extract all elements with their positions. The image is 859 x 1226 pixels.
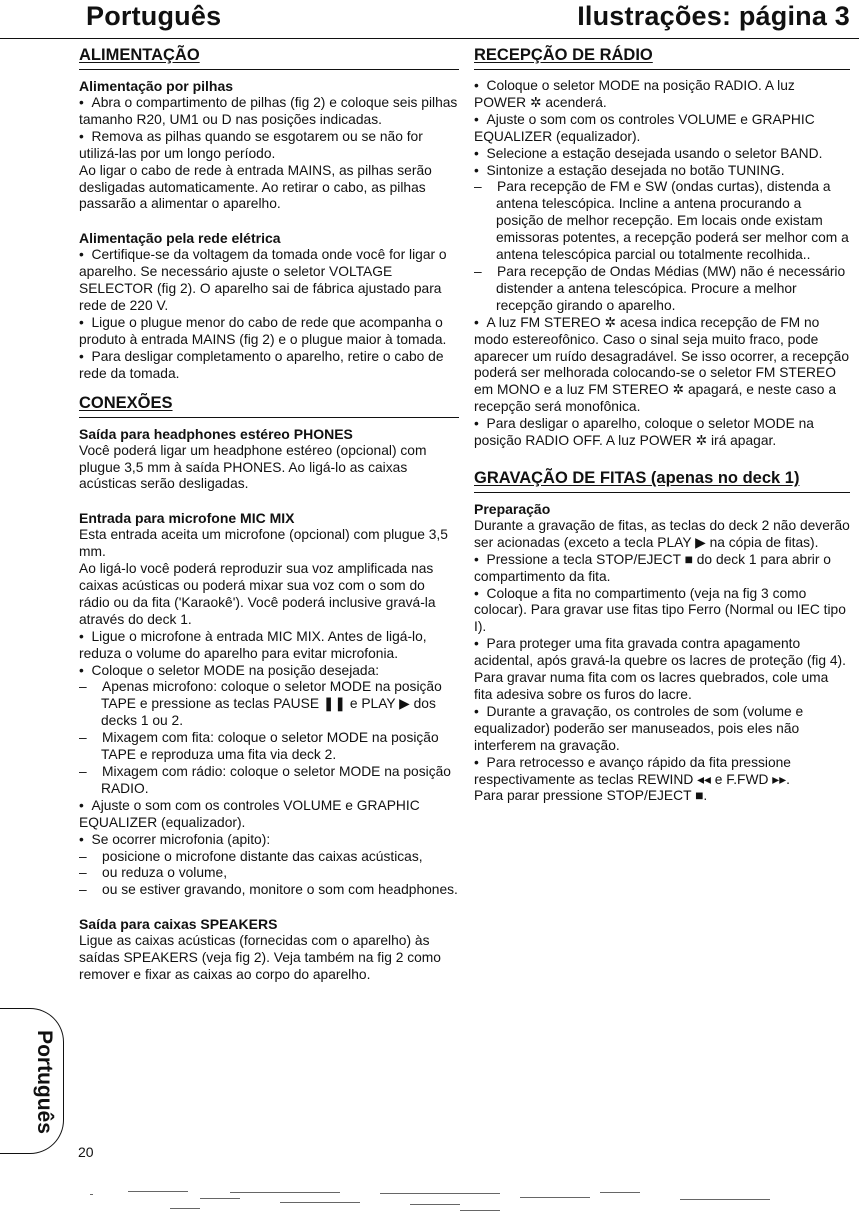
section-gravacao-header — [474, 467, 850, 493]
paragraph: • Para desligar completamento o aparelho, retire o cabo de rede da tomada. — [79, 349, 459, 383]
paragraph: – Para recepção de FM e SW (ondas curtas), distenda a antena telescópica. Incline a antena procurando a posição de melhor recepção. Em locais onde existam emissoras potentes, a recepção poderá ser melhor com a antena telescópica parcial ou totalmente recolhida.. — [474, 179, 850, 264]
page-header-language: Português — [86, 1, 222, 31]
paragraph: • Coloque o seletor MODE na posição RADIO. A luz POWER ✲ acenderá. — [474, 78, 850, 112]
subheading-pilhas: Alimentação por pilhas — [79, 78, 234, 94]
section-radio-header — [474, 44, 850, 70]
subheading-rede: Alimentação pela rede elétrica — [79, 230, 281, 247]
subheading-mic: Entrada para microfone MIC MIX — [79, 510, 295, 527]
paragraph: – Mixagem com rádio: coloque o seletor MODE na posição RADIO. — [79, 764, 459, 798]
paragraph: Ao ligá-lo você poderá reproduzir sua voz amplificada nas caixas acústicas ou poderá mixar sua voz com o som do rádio ou da fita ('Karaokê'). Você poderá inclusive gravá-la através do deck 1. — [79, 561, 436, 627]
paragraph: – Apenas microfono: coloque o seletor MODE na posição TAPE e pressione as teclas PAUSE ❚❚ e PLAY ▶ dos decks 1 ou 2. — [79, 679, 459, 730]
header-divider — [0, 38, 859, 39]
paragraph: Ao ligar o cabo de rede à entrada MAINS, as pilhas serão desligadas automaticamente. Ao retirar o cabo, as pilhas passarão a alimentar o aparelho. — [79, 162, 432, 212]
section-title-alimentacao: ALIMENTAÇÃO — [79, 46, 200, 64]
paragraph: • A luz FM STEREO ✲ acesa indica recepção de FM no modo estereofônico. Caso o sinal seja muito fraco, pode aparecer um ruído desagradável. Se isso ocorrer, a recepção poderá ser melhorada colocando-se o seletor FM STEREO em MONO e a luz FM STEREO ✲ apagará, e neste caso a recepção será monofônica. — [474, 315, 850, 416]
paragraph: • Ligue o microfone à entrada MIC MIX. Antes de ligá-lo, reduza o volume do aparelho para evitar microfonia. — [79, 629, 459, 663]
paragraph: • Se ocorrer microfonia (apito): — [79, 832, 459, 849]
section-conexoes-header — [79, 392, 459, 418]
paragraph: • Durante a gravação, os controles de som (volume e equalizador) poderão ser manuseados, pois eles não interferem na gravação. — [474, 704, 850, 755]
paragraph: Ligue as caixas acústicas (fornecidas com o aparelho) às saídas SPEAKERS (veja fig 2). Veja também na fig 2 como remover e fixar as caixas ao corpo do aparelho. — [79, 933, 441, 983]
paragraph: • Selecione a estação desejada usando o seletor BAND. — [474, 146, 850, 163]
paragraph: • Coloque o seletor MODE na posição desejada: — [79, 663, 459, 680]
paragraph: Esta entrada aceita um microfone (opcional) com plugue 3,5 mm. — [79, 527, 448, 560]
section-alimentacao-header — [79, 44, 459, 70]
subheading-preparacao: Preparação — [474, 500, 551, 517]
subheading-phones: Saída para headphones estéreo PHONES — [79, 425, 353, 442]
language-side-tab-label: Português — [33, 1030, 56, 1134]
page-header-title: Ilustrações: página 3 — [577, 1, 850, 31]
section-title-gravacao: GRAVAÇÃO DE FITAS (apenas no deck 1) — [474, 468, 800, 487]
page-number: 20 — [78, 1144, 94, 1160]
paragraph: • Coloque a fita no compartimento (veja na fig 3 como colocar). Para gravar use fitas tipo Ferro (Normal ou IEC tipo I). — [474, 586, 850, 637]
paragraph: • Para retrocesso e avanço rápido da fita pressione respectivamente as teclas REWIND ◂◂ e F.FWD ▸▸. — [474, 755, 850, 789]
section-title-radio: RECEPÇÃO DE RÁDIO — [474, 46, 653, 64]
paragraph: – Mixagem com fita: coloque o seletor MODE na posição TAPE e reproduza uma fita via deck 2. — [79, 730, 459, 764]
paragraph: – ou se estiver gravando, monitore o som com headphones. — [79, 882, 459, 899]
paragraph: Para parar pressione STOP/EJECT ■. — [474, 788, 708, 804]
paragraph: • Certifique-se da voltagem da tomada onde você for ligar o aparelho. Se necessário ajuste o seletor VOLTAGE SELECTOR (fig 2). O aparelho sai de fábrica ajustado para rede de 220 V. — [79, 247, 459, 315]
paragraph: • Ligue o plugue menor do cabo de rede que acompanha o produto à entrada MAINS (fig 2) e o plugue maior à tomada. — [79, 315, 459, 349]
paragraph: • Pressione a tecla STOP/EJECT ■ do deck 1 para abrir o compartimento da fita. — [474, 552, 850, 586]
paragraph: • Ajuste o som com os controles VOLUME e GRAPHIC EQUALIZER (equalizador). — [474, 112, 850, 146]
paragraph: • Remova as pilhas quando se esgotarem ou se não for utilizá-las por um longo período. — [79, 129, 459, 163]
paragraph: Durante a gravação de fitas, as teclas do deck 2 não deverão ser acionadas (exceto a tecla PLAY ▶ na cópia de fitas). — [474, 517, 850, 550]
paragraph: – posicione o microfone distante das caixas acústicas, — [79, 849, 459, 866]
subheading-speakers: Saída para caixas SPEAKERS — [79, 916, 278, 933]
paragraph: • Sintonize a estação desejada no botão TUNING. — [474, 163, 850, 180]
left-column — [79, 44, 459, 984]
paragraph: • Para proteger uma fita gravada contra apagamento acidental, após gravá-la quebre os lacres de proteção (fig 4). Para gravar numa fita com os lacres quebrados, cole uma fita adesiva sobre os furos do lacre. — [474, 636, 850, 704]
right-column — [474, 44, 850, 805]
paragraph: • Para desligar o aparelho, coloque o seletor MODE na posição RADIO OFF. A luz POWER ✲ irá apagar. — [474, 416, 850, 450]
section-title-conexoes: CONEXÕES — [79, 393, 173, 412]
paragraph: Você poderá ligar um headphone estéreo (opcional) com plugue 3,5 mm à saída PHONES. Ao ligá-lo as caixas acústicas serão desligadas. — [79, 442, 427, 492]
paragraph: – Para recepção de Ondas Médias (MW) não é necessário distender a antena telescópica. Procure a melhor recepção girando o aparelho. — [474, 264, 850, 315]
scan-noise — [80, 1188, 800, 1218]
paragraph: • Ajuste o som com os controles VOLUME e GRAPHIC EQUALIZER (equalizador). — [79, 798, 459, 832]
paragraph: – ou reduza o volume, — [79, 865, 459, 882]
paragraph: • Abra o compartimento de pilhas (fig 2) e coloque seis pilhas tamanho R20, UM1 ou D nas posições indicadas. — [79, 95, 459, 129]
